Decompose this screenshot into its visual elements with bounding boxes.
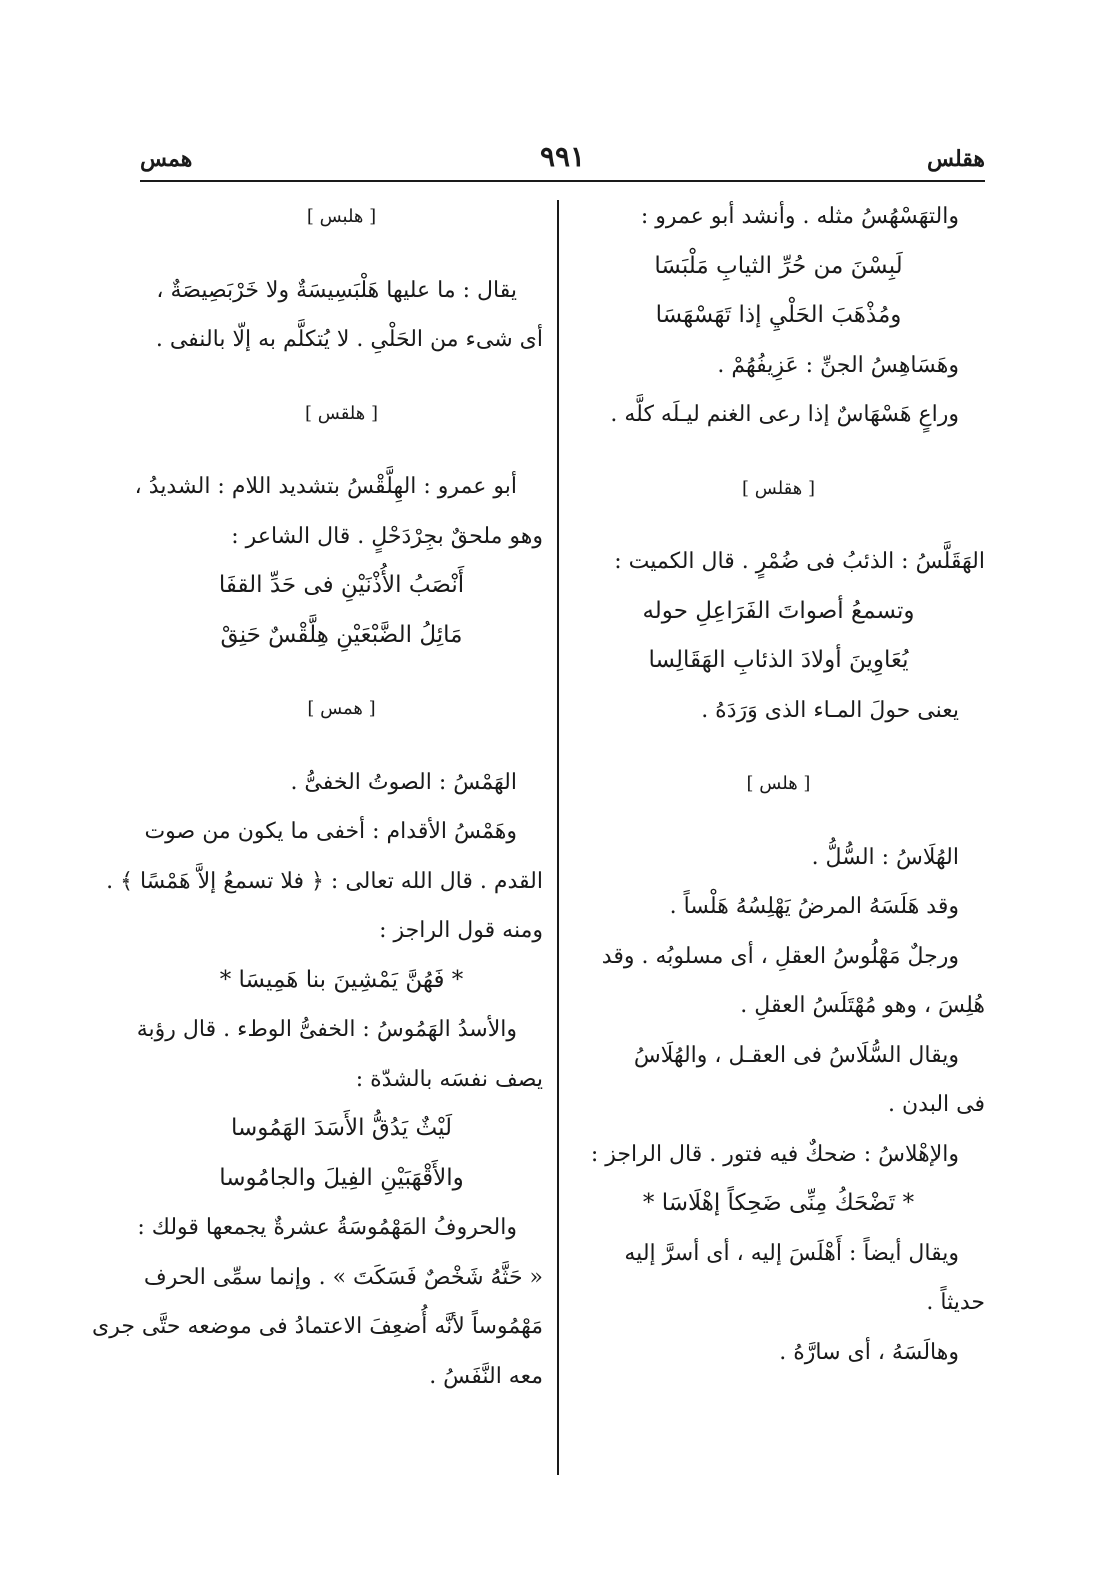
text-line: والإهْلاسُ : ضحكٌ فيه فتور . قال الراجز : [590, 1141, 959, 1167]
verse-line: * تَضْحَكُ مِنِّى ضَحِكاً إهْلَاسَا * [642, 1190, 915, 1216]
paragraph-gap [572, 513, 985, 537]
text-line: هُلِسَ ، وهو مُهْتَلَسُ العقلِ . [740, 993, 985, 1018]
text-line: ويقال أيضاً : أَهْلَسَ إليه ، أى أسرَّ إليه [624, 1240, 959, 1266]
header-last-entry: همس [140, 146, 193, 172]
entry-heading: [ هلبس ] [306, 206, 377, 227]
text-line: وقد هَلَسَهُ المرضُ يَهْلِسُهُ هَلْساً . [669, 894, 959, 919]
text-line: الهَقَلَّسُ : الذئبُ فى ضُمْرٍ . قال الكميت : [614, 549, 985, 574]
entry-heading: [ هقلس ] [742, 477, 815, 499]
column-divider [557, 200, 559, 1475]
paragraph-gap [140, 734, 543, 758]
verse-line: مَائِلُ الضَّبْعَيْنِ هِلَّقْسٌ حَنِقْ [220, 621, 463, 648]
paragraph-gap [140, 242, 543, 266]
verse-line: ومُذْهَبَ الحَلْيِ إذا تَهَسْهَسَا [655, 302, 902, 328]
text-line: ورجلٌ مَهْلُوسُ العقلِ ، أى مسلوبُه . وقد [601, 943, 959, 969]
text-line: والحروفُ المَهْمُوسَةُ عشرةٌ يجمعها قولك : [137, 1215, 517, 1240]
text-line: فى البدن . [888, 1092, 985, 1117]
text-line: أبو عمرو : الهِلَّقْسُ بتشديد اللام : الشديدُ ، [134, 474, 517, 499]
paragraph-gap [572, 735, 985, 759]
text-line: « حَثَّهُ شَخْصٌ فَسَكَتَ » . وإنما سمِّى الحرف [143, 1264, 543, 1290]
text-line: يصف نفسَه بالشدّة : [355, 1066, 543, 1092]
verse-line: والأَقْهَبَيْنِ الفِيلَ والجامُوسا [219, 1164, 464, 1191]
text-line: وهَسَاهِسُ الجنِّ : عَزِيفُهُمْ . [717, 352, 959, 378]
right-column [572, 192, 985, 1377]
text-line: يعنى حولَ المـاء الذى وَرَدَهُ . [701, 697, 959, 723]
text-line: مَهْمُوساً لأنَّه أُضعِفَ الاعتمادُ فى موضعه حتَّى جرى [91, 1314, 543, 1339]
text-line: الهَمْسُ : الصوتُ الخفىُّ . [290, 769, 517, 795]
text-line: الهُلَاسُ : السُّلُّ . [811, 844, 959, 870]
text-line: والتهَسْهُسُ مثله . وأنشد أبو عمرو : [640, 204, 959, 229]
page-header [140, 140, 985, 176]
left-column [91, 192, 543, 1401]
verse-line: يُعَاوِينَ أولادَ الذئابِ الهَقَالِسا [648, 647, 909, 673]
text-line: ومنه قول الراجز : [379, 918, 543, 943]
text-line: وهالَسَهُ ، أى سارَّهُ . [779, 1339, 959, 1365]
verse-line: وتسمعُ أصواتَ الفَرَاعِلِ حوله [642, 597, 915, 624]
page-number: ٩٩١ [539, 140, 586, 173]
entry-heading: [ همس ] [307, 698, 376, 719]
verse-line: لَبِسْنَ من حُرِّ الثيابِ مَلْبَسَا [654, 252, 903, 279]
paragraph-gap [140, 438, 543, 462]
text-line: القدم . قال الله تعالى : ﴿ فلا تسمعُ إلاَّ هَمْسًا ﴾ . [106, 868, 543, 894]
verse-line: لَيْثٌ يَدُقُّ الأَسَدَ الهَمُوسا [230, 1115, 453, 1141]
text-line: حديثاً . [926, 1290, 985, 1315]
text-line: والأسدُ الهَمُوسُ : الخفىُّ الوطء . قال رؤبة [136, 1017, 517, 1042]
header-first-entry: هقلس [926, 146, 985, 172]
text-line: ويقال السُّلَاسُ فى العقـل ، والهُلَاسُ [633, 1042, 959, 1068]
entry-heading: [ هلقس ] [305, 402, 378, 424]
verse-line: * فَهُنَّ يَمْشِينَ بنا هَمِيسَا * [219, 966, 464, 993]
text-line: وهَمْسُ الأقدام : أخفى ما يكون من صوت [144, 819, 517, 844]
text-line: يقال : ما عليها هَلْبَسِيسَةٌ ولا خَرْبَصِيصَةٌ ، [156, 277, 517, 303]
paragraph-gap [572, 440, 985, 464]
paragraph-gap [140, 660, 543, 684]
text-line: معه النَّفَسُ . [429, 1363, 543, 1389]
paragraph-gap [572, 809, 985, 833]
text-line: وهو ملحقٌ بجِرْدَحْلٍ . قال الشاعر : [231, 523, 543, 549]
paragraph-gap [140, 365, 543, 389]
entry-heading: [ هلس ] [746, 773, 811, 794]
text-line: أى شىء من الحَلْىِ . لا يُتكلَّم به إلّا بالنفى . [155, 327, 543, 352]
verse-line: أَنْصَبُ الأُذْنَيْنِ فى حَدِّ القفَا [218, 572, 465, 598]
header-rule [140, 180, 985, 182]
text-line: وراعٍ هَسْهَاسٌ إذا رعى الغنم ليـلَه كلَّه . [610, 402, 959, 427]
